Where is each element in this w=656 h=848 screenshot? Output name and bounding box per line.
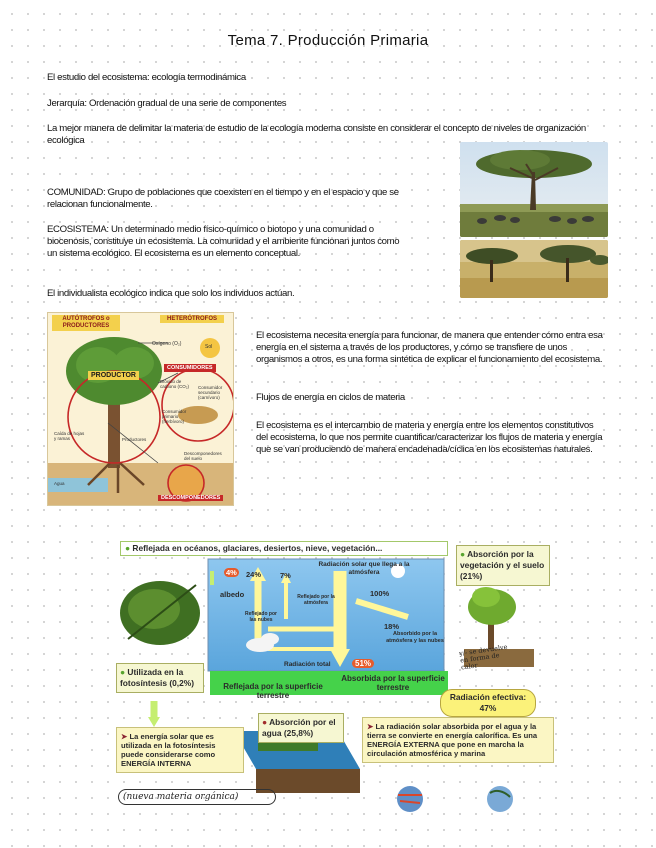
intercambio-text: El ecosistema es el intercambio de materia y energía entre los elementos constitutivos del ecosistema, lo que nos permite cuantificar/caracterizar los flujos de materia y energía que se van produciendo de manera encadenada/cíclica en los ecosistemas naturales. xyxy=(256,420,603,455)
subtitle: El estudio del ecosistema: ecología termodinámica xyxy=(47,72,246,83)
pct-51-label: 51% xyxy=(352,659,374,668)
energia-text: El ecosistema necesita energía para funcionar, de manera que entender cómo entra esa energía en el sistema a través de los productores, y cómo se transfiere de unos organismos a otros, es una forma sintética de explicar el funcionamiento del ecosistema. xyxy=(256,330,603,365)
descomponedores-label: DESCOMPONEDORES xyxy=(158,495,223,501)
absorcion-agua-label: ● Absorción por el agua (25,8%) xyxy=(258,713,344,743)
absorbido-atmosfera-label: Absorbido por la atmósfera y las nubes xyxy=(386,631,444,644)
consumidor-primario-label: Consumidor primario (herbívoro) xyxy=(162,409,187,424)
comunidad-text: COMUNIDAD: Grupo de poblaciones que coexisten en el tiempo y en el espacio y que se relacionan funcionalmente. xyxy=(47,187,399,210)
radiacion-solar-label: Radiación solar que llega a la atmósfera xyxy=(318,561,410,576)
productores-label: Productores xyxy=(122,437,147,442)
intro-text: La mejor manera de delimitar la materia de estudio de la ecología moderna consiste en considerar el concepto de niveles de organización ecológica xyxy=(47,123,586,146)
jerarquia-text: Jerarquía: Ordenación gradual de una serie de componentes xyxy=(47,98,287,109)
reflejada-top-label: ● Reflejada en océanos, glaciares, desiertos, nieve, vegetación... xyxy=(120,541,448,556)
radiacion-efectiva-label: Radiación efectiva: 47% xyxy=(440,689,536,717)
pct-18-label: 18% xyxy=(384,622,400,631)
pct-4-label: 4% xyxy=(226,568,237,577)
productor-label: PRODUCTOR xyxy=(88,371,139,380)
consumidores-label: CONSUMIDORES xyxy=(164,364,216,372)
dioxido-label: Dióxido de carbono (CO₂) xyxy=(160,379,190,389)
reflejado-nubes-label: Reflejado por las nubes xyxy=(245,611,277,623)
utilizada-fotosintesis-label: ● Utilizada en la fotosíntesis (0,2%) xyxy=(116,663,204,693)
flujos-text: Flujos de energía en ciclos de materia xyxy=(256,392,405,403)
absorcion-vegetacion-label: ● Absorción por la vegetación y el suelo (21%) xyxy=(456,545,550,586)
agua-label: Agua xyxy=(54,481,65,486)
autotrofos-label: AUTÓTROFOS o PRODUCTORES xyxy=(52,315,120,331)
energia-interna-box: ➤ La energía solar que es utilizada en la fotosíntesis puede considerarse como ENERGÍA INTERNA xyxy=(116,727,244,773)
page-title: Tema 7. Producción Primaria xyxy=(227,32,429,49)
energy-diagram xyxy=(108,531,548,813)
pct-7-label: 7% xyxy=(280,571,291,580)
absorbida-superficie-label: Absorbida por la superficie terrestre xyxy=(341,674,445,692)
ecosystem-figure xyxy=(47,312,234,506)
pct-100-label: 100% xyxy=(370,589,390,598)
savanna-trees-image xyxy=(460,240,608,298)
acacia-tree-image xyxy=(460,142,608,237)
handwritten-materia-note: (nueva materia orgánica) xyxy=(118,789,276,805)
handwritten-devuelve-note: y/- se devuelve en forma de calor xyxy=(458,642,508,672)
caida-label: Caída de hojas y ramas xyxy=(54,431,85,441)
oxigeno-label: Oxígeno (O₂) xyxy=(152,341,182,347)
pct-24-label: 24% xyxy=(246,570,262,579)
radiacion-total-label: Radiación total xyxy=(284,661,331,668)
descomponedores-suelo-label: Descomponedores del suelo xyxy=(184,451,222,461)
savanna-photo-2 xyxy=(460,240,608,298)
reflejada-superficie-label: Reflejada por la superficie terrestre xyxy=(223,682,323,700)
heterotrofos-label: HETERÓTROFOS xyxy=(160,315,224,323)
reflejado-atmosfera-label: Reflejado por la atmósfera xyxy=(297,594,335,606)
energia-externa-box: ➤ La radiación solar absorbida por el agua y la tierra se convierte en energía calorífica. Es una ENERGÍA EXTERNA que pone en marcha la circulación atmosférica y marina xyxy=(362,717,554,763)
ecosistema-text: ECOSISTEMA: Un determinado medio físico-químico o biotopo y una comunidad o biocenosis, constituye un ecosistema. La comunidad y el ambiente funcionan juntos como un sistema ecológico. El ecosistema es un elemento conceptual. xyxy=(47,224,400,259)
ecosystem-diagram xyxy=(48,313,233,505)
individualista-text: El individualista ecológico indica que solo los individuos actúan. xyxy=(47,288,295,299)
sol-label: Sol xyxy=(205,344,213,350)
albedo-label: albedo xyxy=(220,590,245,599)
savanna-photo-1 xyxy=(460,142,608,237)
consumidor-secundario-label: Consumidor secundario (carnívoro) xyxy=(198,385,223,400)
